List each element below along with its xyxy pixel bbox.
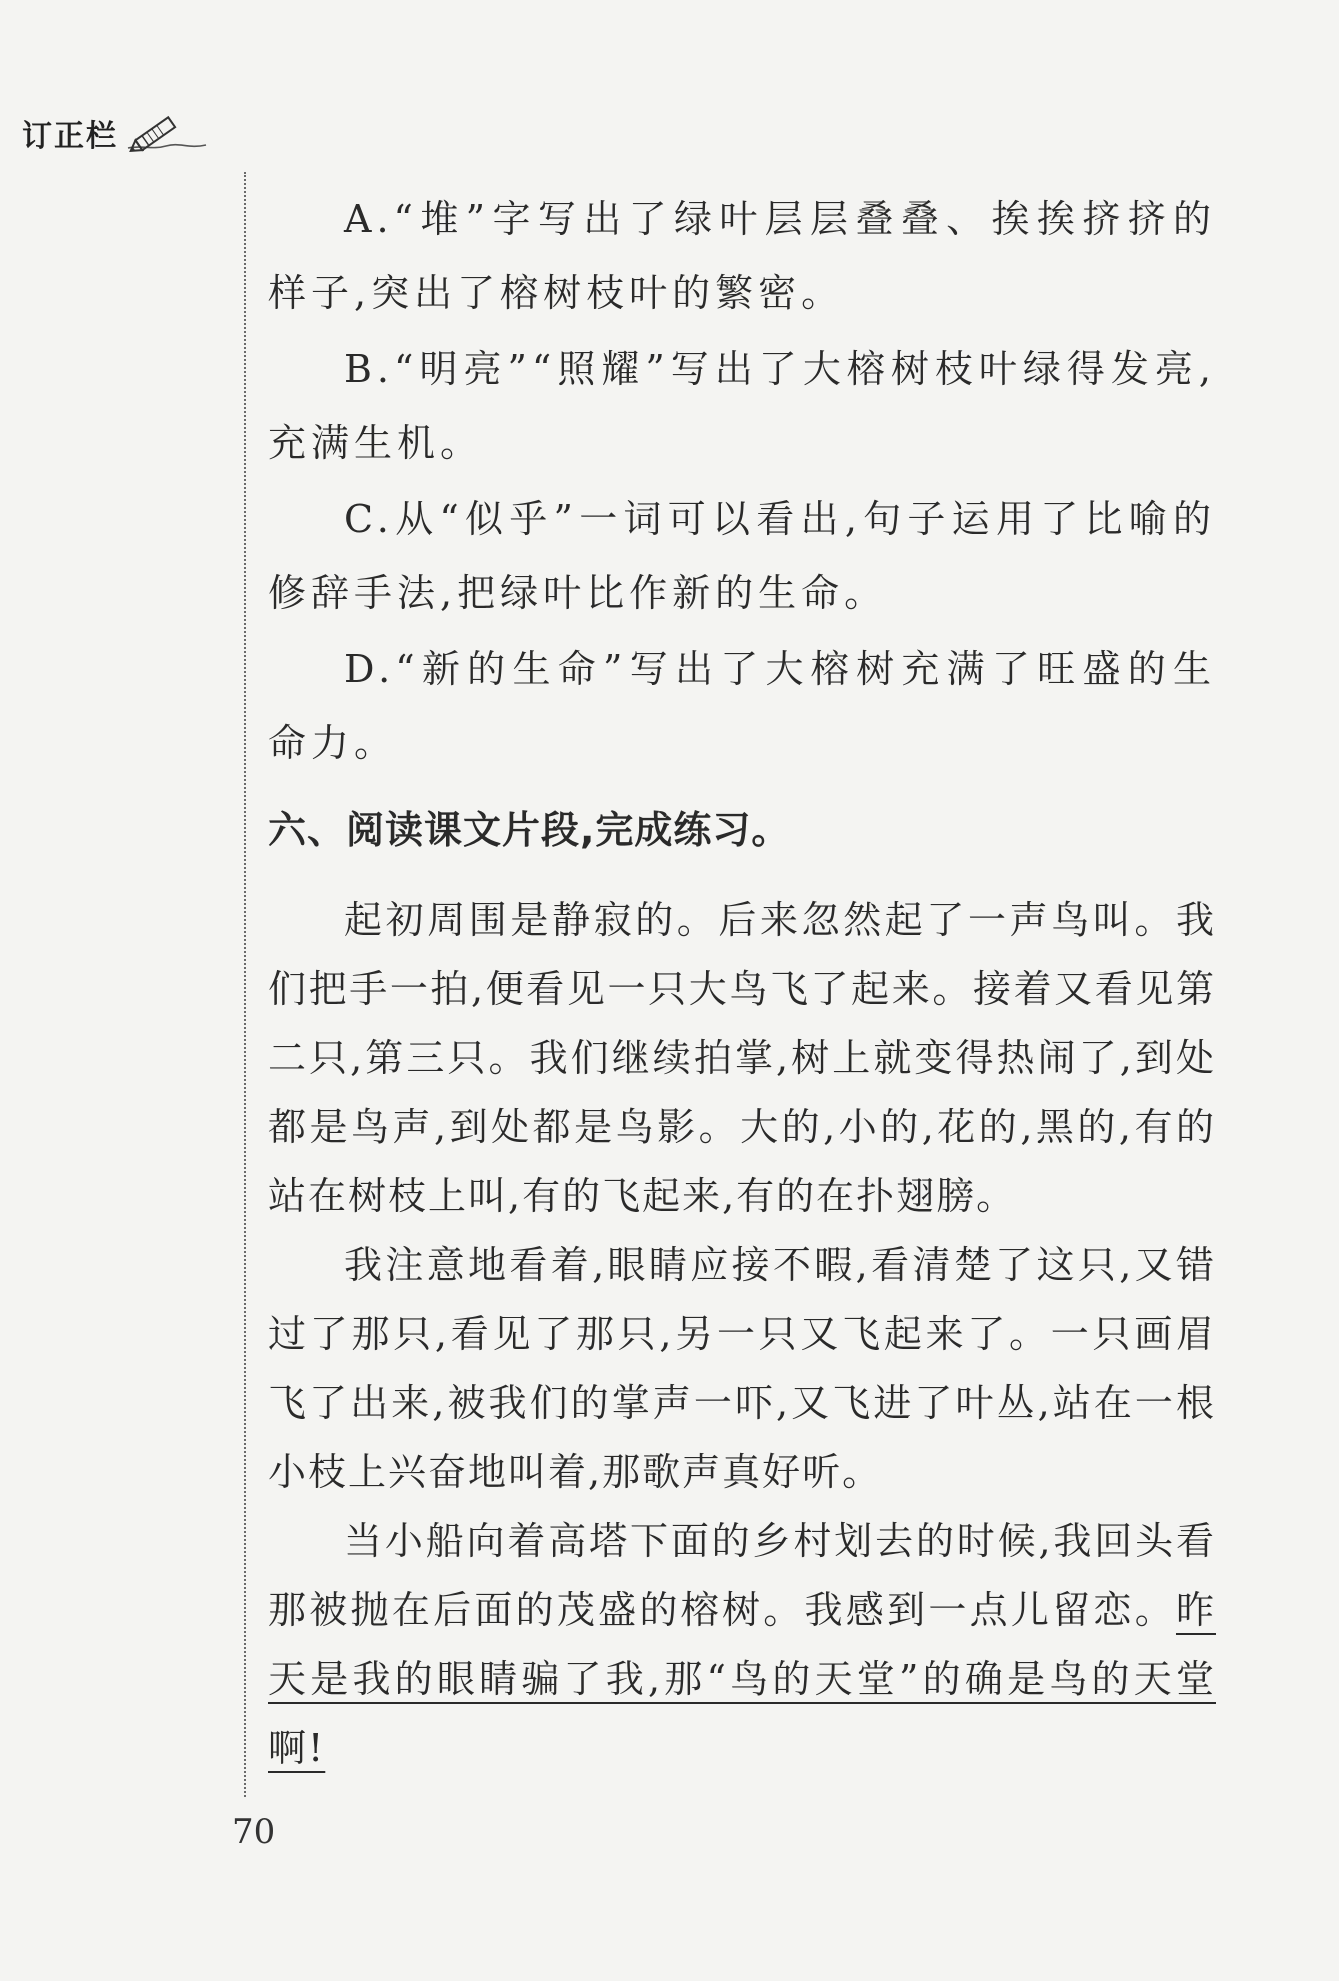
correction-column-header [22,112,208,152]
passage-paragraph-3-plain: 当小船向着高塔下面的乡村划去的时候,我回头看那被抛在后面的茂盛的榕树。我感到一点儿留恋。 [268,1519,1216,1632]
choice-a: A.“堆”字写出了绿叶层层叠叠、挨挨挤挤的样子,突出了榕树枝叶的繁密。 [268,197,1216,315]
underlined-sentence: 昨天是我的眼睛骗了我,那“鸟的天堂”的确是鸟的天堂啊! [268,1588,1216,1770]
choice-c: C.从“似乎”一词可以看出,句子运用了比喻的修辞手法,把绿叶比作新的生命。 [268,497,1216,615]
passage-paragraph-2: 我注意地看着,眼睛应接不暇,看清楚了这只,又错过了那只,看见了那只,另一只又飞起来了。一只画眉飞了出来,被我们的掌声一吓,又飞进了叶丛,站在一根小枝上兴奋地叫着,那歌声真好听。 [268,1243,1216,1494]
page-number: 70 [232,1812,276,1852]
choice-d: D.“新的生命”写出了大榕树充满了旺盛的生命力。 [268,647,1216,765]
passage-paragraph-3 [268,1507,1216,1783]
pencil-icon [122,112,208,152]
correction-column-title: 订正栏 [22,119,118,154]
reading-passage [268,886,1216,1783]
section-six-heading: 六、阅读课文片段,完成练习。 [268,808,791,852]
choice-b: B.“明亮”“照耀”写出了大榕树枝叶绿得发亮,充满生机。 [268,347,1216,465]
passage-paragraph-1: 起初周围是静寂的。后来忽然起了一声鸟叫。我们把手一拍,便看见一只大鸟飞了起来。接着又看见第二只,第三只。我们继续拍掌,树上就变得热闹了,到处都是鸟声,到处都是鸟影。大的,小的,花的,黑的,有的站在树枝上叫,有的飞起来,有的在扑翅膀。 [268,898,1216,1218]
main-content [268,182,1216,1783]
margin-divider [244,172,246,1797]
